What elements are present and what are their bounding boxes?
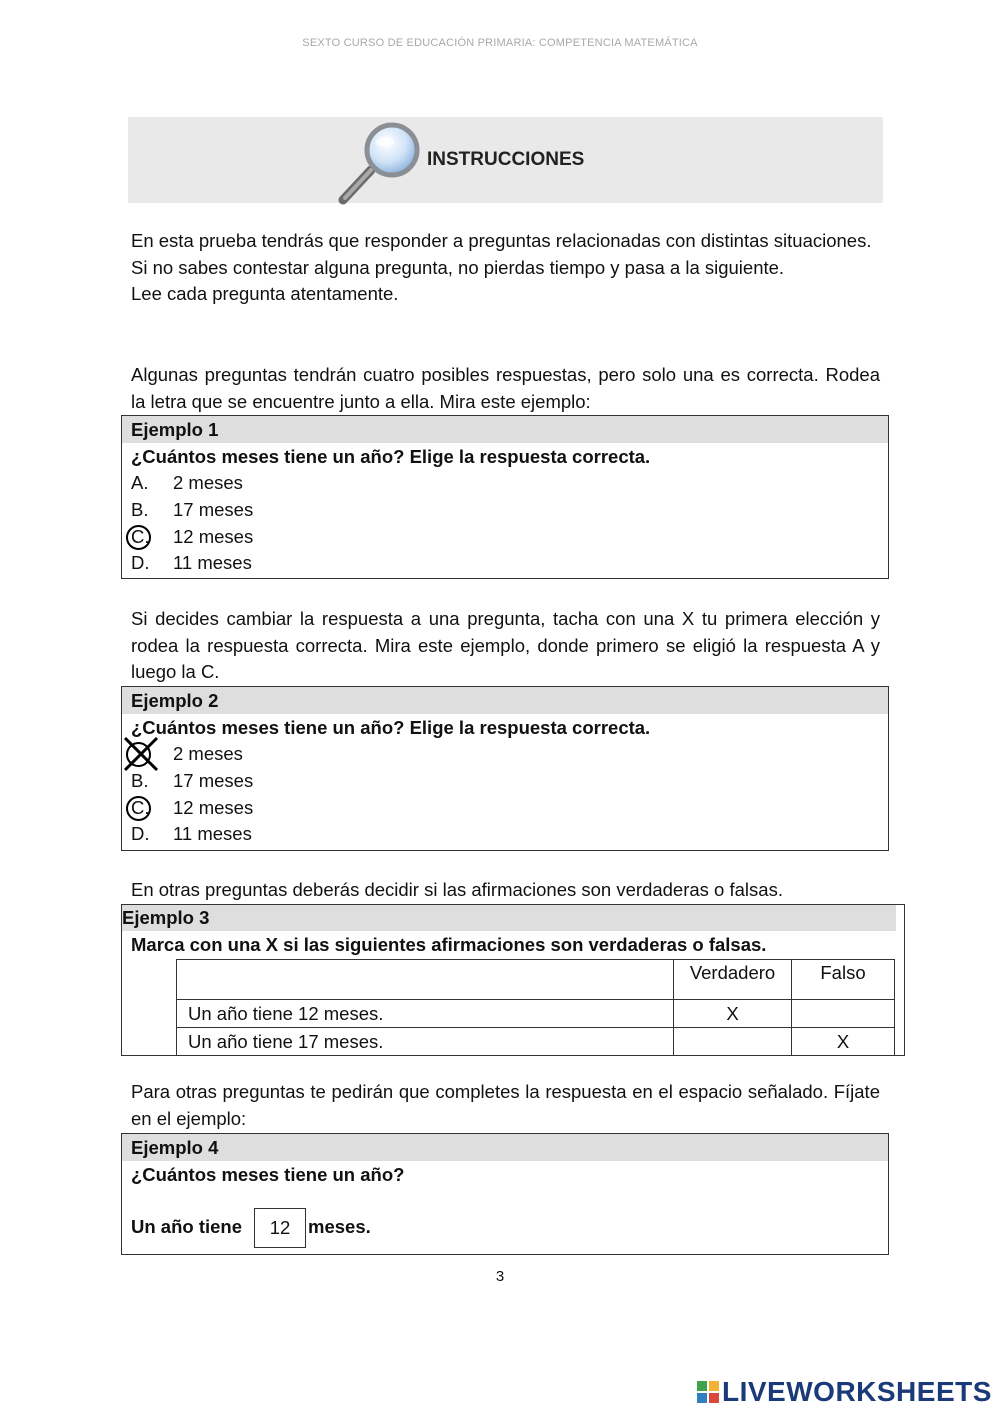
answer-input[interactable]: 12 bbox=[254, 1208, 306, 1248]
example-1-title: Ejemplo 1 bbox=[122, 416, 888, 443]
banner-title: INSTRUCCIONES bbox=[427, 149, 585, 170]
change-answer-text: Si decides cambiar la respuesta a una pregunta, tacha con una X tu primera elección y rodea la respuesta correcta. Mira este ejemplo, donde primero se eligió la respuesta A y luego la C. bbox=[131, 608, 880, 683]
example-3-title: Ejemplo 3 bbox=[122, 905, 896, 931]
intro-p2: Si no sabes contestar alguna pregunta, no pierdas tiempo y pasa a la siguiente. bbox=[131, 256, 785, 278]
option-b[interactable]: B. 17 meses bbox=[131, 769, 254, 791]
answer-suffix: meses. bbox=[308, 1215, 371, 1237]
false-cell[interactable]: X bbox=[792, 1028, 895, 1056]
option-d[interactable]: D. 11 meses bbox=[131, 552, 252, 574]
true-cell[interactable]: X bbox=[674, 1000, 792, 1028]
circle-mark-icon bbox=[126, 525, 151, 550]
liveworksheets-logo-icon bbox=[697, 1381, 719, 1403]
option-a[interactable]: A. 2 meses bbox=[131, 472, 243, 493]
circle-mark-icon bbox=[126, 796, 151, 821]
column-header-false: Falso bbox=[792, 960, 895, 1000]
table-row bbox=[177, 1000, 895, 1028]
intro-p3: Lee cada pregunta atentamente. bbox=[131, 283, 399, 305]
page-number: 3 bbox=[495, 1268, 505, 1285]
liveworksheets-logo: LIVEWORKSHEETS bbox=[697, 1376, 992, 1408]
example-1-box bbox=[121, 415, 889, 579]
intro-text bbox=[131, 228, 880, 308]
example-3-question: Marca con una X si las siguientes afirmaciones son verdaderas o falsas. bbox=[131, 934, 767, 955]
option-b[interactable]: B. 17 meses bbox=[131, 498, 254, 520]
example-4-box bbox=[121, 1133, 889, 1255]
option-c[interactable]: C. 12 meses bbox=[122, 795, 888, 822]
column-header-true: Verdadero bbox=[674, 960, 792, 1000]
true-false-text: En otras preguntas deberás decidir si las afirmaciones son verdaderas o falsas. bbox=[131, 879, 783, 900]
example-4-answer-line bbox=[122, 1208, 888, 1248]
example-4-title: Ejemplo 4 bbox=[122, 1134, 888, 1161]
example-4-question: ¿Cuántos meses tiene un año? bbox=[131, 1164, 405, 1185]
magnifier-icon bbox=[335, 120, 425, 205]
intro-p1: En esta prueba tendrás que responder a preguntas relacionadas con distintas situaciones. bbox=[131, 230, 872, 251]
option-c[interactable]: C. 12 meses bbox=[122, 524, 888, 551]
page-header: SEXTO CURSO DE EDUCACIÓN PRIMARIA: COMPETENCIA MATEMÁTICA bbox=[302, 37, 698, 49]
option-a[interactable]: 2 meses bbox=[122, 741, 888, 768]
multiple-choice-text: Algunas preguntas tendrán cuatro posibles respuestas, pero solo una es correcta. Rodea la letra que se encuentre junto a ella. Mira este ejemplo: bbox=[131, 364, 880, 412]
answer-prefix: Un año tiene bbox=[131, 1215, 243, 1237]
option-d[interactable]: D. 11 meses bbox=[131, 823, 252, 845]
example-2-question: ¿Cuántos meses tiene un año? Elige la respuesta correcta. bbox=[131, 717, 651, 738]
true-false-table bbox=[176, 959, 895, 1056]
example-2-title: Ejemplo 2 bbox=[122, 687, 888, 714]
table-row bbox=[177, 1028, 895, 1056]
statement-cell: Un año tiene 12 meses. bbox=[177, 1000, 674, 1028]
true-cell[interactable] bbox=[674, 1028, 792, 1056]
statement-cell: Un año tiene 17 meses. bbox=[177, 1028, 674, 1056]
false-cell[interactable] bbox=[792, 1000, 895, 1028]
fill-in-text: Para otras preguntas te pedirán que completes la respuesta en el espacio señalado. Fíjate en el ejemplo: bbox=[131, 1081, 880, 1129]
example-2-box bbox=[121, 686, 889, 851]
example-3-box bbox=[121, 904, 905, 1056]
example-1-question: ¿Cuántos meses tiene un año? Elige la respuesta correcta. bbox=[131, 446, 651, 467]
